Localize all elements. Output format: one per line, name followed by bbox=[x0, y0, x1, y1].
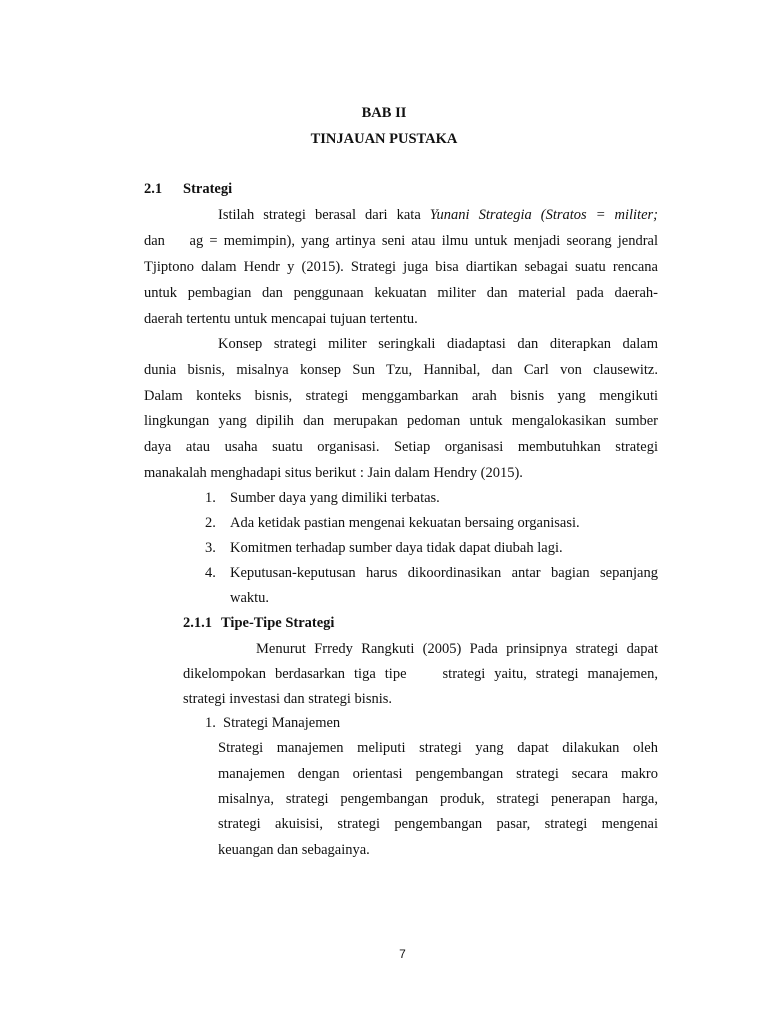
list-item: Sumber daya yang dimiliki terbatas. bbox=[230, 490, 440, 506]
paragraph-line: Konsep strategi militer seringkali diadaptasi dan diterapkan dalam bbox=[218, 336, 658, 352]
paragraph-line: Menurut Frredy Rangkuti (2005) Pada prinsipnya strategi dapat bbox=[256, 641, 658, 657]
paragraph-line: manakalah menghadapi situs berikut : Jain dalam Hendry (2015). bbox=[144, 465, 523, 481]
paragraph-line: daerah tertentu untuk mencapai tujuan tertentu. bbox=[144, 311, 418, 327]
paragraph-line: lingkungan yang dipilih dan merupakan pedoman untuk mengalokasikan sumber bbox=[144, 413, 658, 429]
paragraph-line: Dalam konteks bisnis, strategi menggambarkan arah bisnis yang mengikuti bbox=[144, 388, 658, 404]
paragraph-line: misalnya, strategi pengembangan produk, strategi penerapan harga, bbox=[218, 791, 658, 807]
paragraph-line: dan ag = memimpin), yang artinya seni atau ilmu untuk menjadi seorang jendral bbox=[144, 233, 658, 249]
chapter-title: TINJAUAN PUSTAKA bbox=[310, 131, 458, 147]
list-number: 3. bbox=[205, 540, 216, 556]
list-item-title: Strategi Manajemen bbox=[223, 715, 341, 731]
paragraph-line: dunia bisnis, misalnya konsep Sun Tzu, Hannibal, dan Carl von clausewitz. bbox=[144, 362, 658, 378]
list-item: Keputusan-keputusan harus dikoordinasikan antar bagian sepanjang bbox=[230, 565, 658, 581]
paragraph-line: Tjiptono dalam Hendr y (2015). Strategi juga bisa diartikan sebagai suatu rencana bbox=[144, 259, 658, 275]
paragraph-line: Strategi manajemen meliputi strategi yang dapat dilakukan oleh bbox=[218, 740, 658, 756]
paragraph-line: strategi akuisisi, strategi pengembangan pasar, strategi mengenai bbox=[218, 816, 658, 832]
list-number: 1. bbox=[205, 715, 216, 731]
paragraph-line: manajemen dengan orientasi pengembangan strategi secara makro bbox=[218, 766, 658, 782]
subsection-title: Tipe-Tipe Strategi bbox=[221, 615, 335, 631]
section-title: Strategi bbox=[183, 181, 233, 197]
list-number: 1. bbox=[205, 490, 216, 506]
list-number: 2. bbox=[205, 515, 216, 531]
paragraph-line: dikelompokan berdasarkan tiga tipe strategi yaitu, strategi manajemen, bbox=[183, 666, 658, 682]
list-item: Komitmen terhadap sumber daya tidak dapat diubah lagi. bbox=[230, 540, 563, 556]
list-item-continuation: waktu. bbox=[230, 590, 270, 606]
list-number: 4. bbox=[205, 565, 216, 581]
page-number: 7 bbox=[399, 947, 406, 961]
paragraph-line: strategi investasi dan strategi bisnis. bbox=[183, 691, 393, 707]
paragraph-line: Istilah strategi berasal dari kata Yunani Strategia (Stratos = militer; bbox=[218, 207, 658, 223]
subsection-number: 2.1.1 bbox=[183, 615, 212, 631]
list-item: Ada ketidak pastian mengenai kekuatan bersaing organisasi. bbox=[230, 515, 580, 531]
chapter-label: BAB II bbox=[361, 105, 407, 121]
section-number: 2.1 bbox=[144, 181, 163, 197]
paragraph-line: keuangan dan sebagainya. bbox=[218, 842, 370, 858]
paragraph-line: untuk pembagian dan penggunaan kekuatan militer dan material pada daerah- bbox=[144, 285, 658, 301]
paragraph-line: daya atau usaha suatu organisasi. Setiap organisasi membutuhkan strategi bbox=[144, 439, 658, 455]
